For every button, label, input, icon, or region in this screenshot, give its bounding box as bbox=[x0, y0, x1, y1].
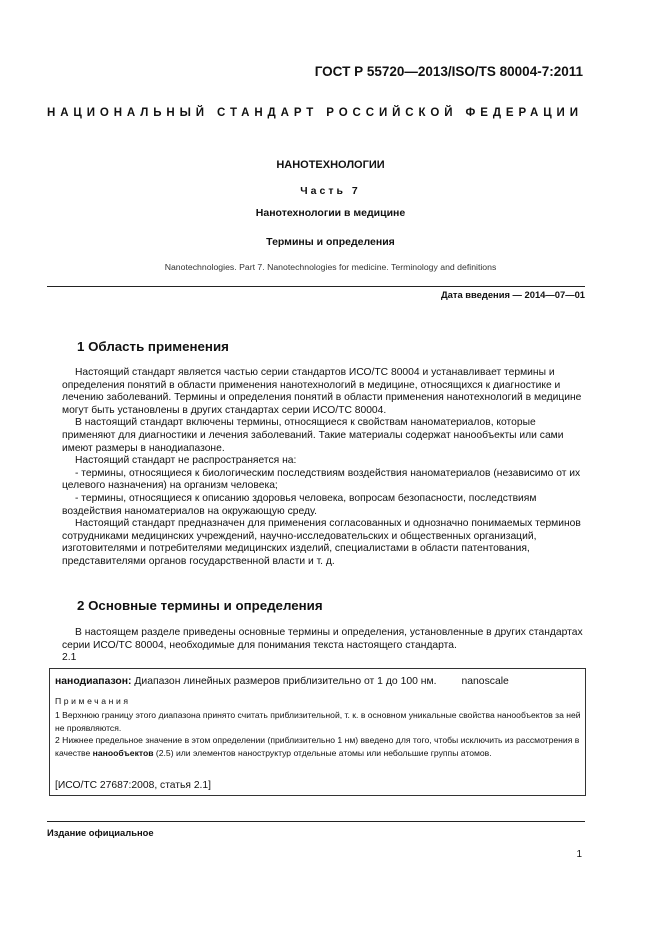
page-number: 1 bbox=[576, 849, 582, 860]
paragraph: Настоящий стандарт предназначен для применения согласованных и однозначно понимаемых терминов сотрудниками медицинских учреждений, научно-исследовательских и общественных организаций, изготовителями и потребителями медицинских изделий, специалистами в области патентования, представителями органов государственной власти и т. д. bbox=[62, 518, 581, 567]
document-part: Часть 7 bbox=[300, 185, 361, 197]
edition-label: Издание официальное bbox=[47, 827, 154, 838]
term-english: nanoscale bbox=[461, 676, 509, 687]
footer-divider bbox=[47, 821, 585, 822]
document-title: НАНОТЕХНОЛОГИИ bbox=[276, 159, 385, 171]
standard-code: ГОСТ Р 55720—2013/ISO/TS 80004-7:2011 bbox=[314, 64, 583, 79]
term-source: [ИСО/ТС 27687:2008, статья 2.1] bbox=[55, 780, 211, 791]
national-standard-banner: НАЦИОНАЛЬНЫЙ СТАНДАРТ РОССИЙСКОЙ ФЕДЕРАЦИИ bbox=[47, 107, 583, 119]
english-title: Nanotechnologies. Part 7. Nanotechnologies for medicine. Terminology and definitions bbox=[164, 262, 497, 272]
section-2-intro bbox=[62, 627, 584, 652]
paragraph: Настоящий стандарт является частью серии стандартов ИСО/ТС 80004 и устанавливает термины и определения понятий в области применения нанотехнологий в медицине, относящихся к диагностике и лечению заболеваний. Термины и определения понятий в области применения нанотехнологий в медицине могут быть установлены в других стандартах серии ИСО/ТС 80004. bbox=[62, 367, 582, 416]
document-subtitle-2: Термины и определения bbox=[266, 236, 395, 248]
list-item: - термины, относящиеся к описанию здоровья человека, вопросам безопасности, последствиям воздействия наноматериалов на окружающую среду. bbox=[62, 492, 537, 517]
notes-heading: Примечания bbox=[55, 696, 131, 706]
date-divider bbox=[47, 286, 585, 287]
list-item: - термины, относящиеся к биологическим последствиям воздействия наноматериалов (независимо от их целевого назначения) на организм человека; bbox=[62, 467, 581, 492]
section-2-heading: 2 Основные термины и определения bbox=[77, 598, 323, 613]
note-1: 1 Верхнюю границу этого диапазона принято считать приблизительной, т. к. в основном уникальные свойства нанообъектов за ней не проявляются. bbox=[55, 710, 581, 733]
notes bbox=[55, 709, 581, 759]
term-name: нанодиапазон: bbox=[55, 676, 132, 687]
effective-date: Дата введения — 2014—07—01 bbox=[440, 289, 585, 300]
document-subtitle: Нанотехнологии в медицине bbox=[255, 207, 406, 219]
paragraph: В настоящем разделе приведены основные термины и определения, установленные в других стандартах серии ИСО/ТС 80004, необходимые для понимания текста настоящего стандарта. bbox=[62, 627, 583, 651]
term-definition: Диапазон линейных размеров приблизительно от 1 до 100 нм. bbox=[134, 676, 437, 687]
term-number: 2.1 bbox=[62, 652, 77, 663]
term-definition-line bbox=[55, 676, 509, 687]
section-1-heading: 1 Область применения bbox=[77, 339, 229, 354]
note-2: 2 Нижнее предельное значение в этом определении (приблизительно 1 нм) введено для того, чтобы исключить из рассмотрения в качестве нанообъектов (2.5) или элементов наноструктур отдельные атомы или небольшие группы атомов. bbox=[55, 735, 580, 758]
term-entry-box bbox=[49, 668, 586, 796]
paragraph: В настоящий стандарт включены термины, относящиеся к свойствам наноматериалов, которые применяют для диагностики и лечения заболеваний. Такие материалы содержат нанообъекты или сами имеют размеры в нанодиапазоне. bbox=[62, 417, 564, 454]
section-1-body bbox=[62, 367, 584, 569]
paragraph: Настоящий стандарт не распространяется на: bbox=[75, 455, 297, 467]
